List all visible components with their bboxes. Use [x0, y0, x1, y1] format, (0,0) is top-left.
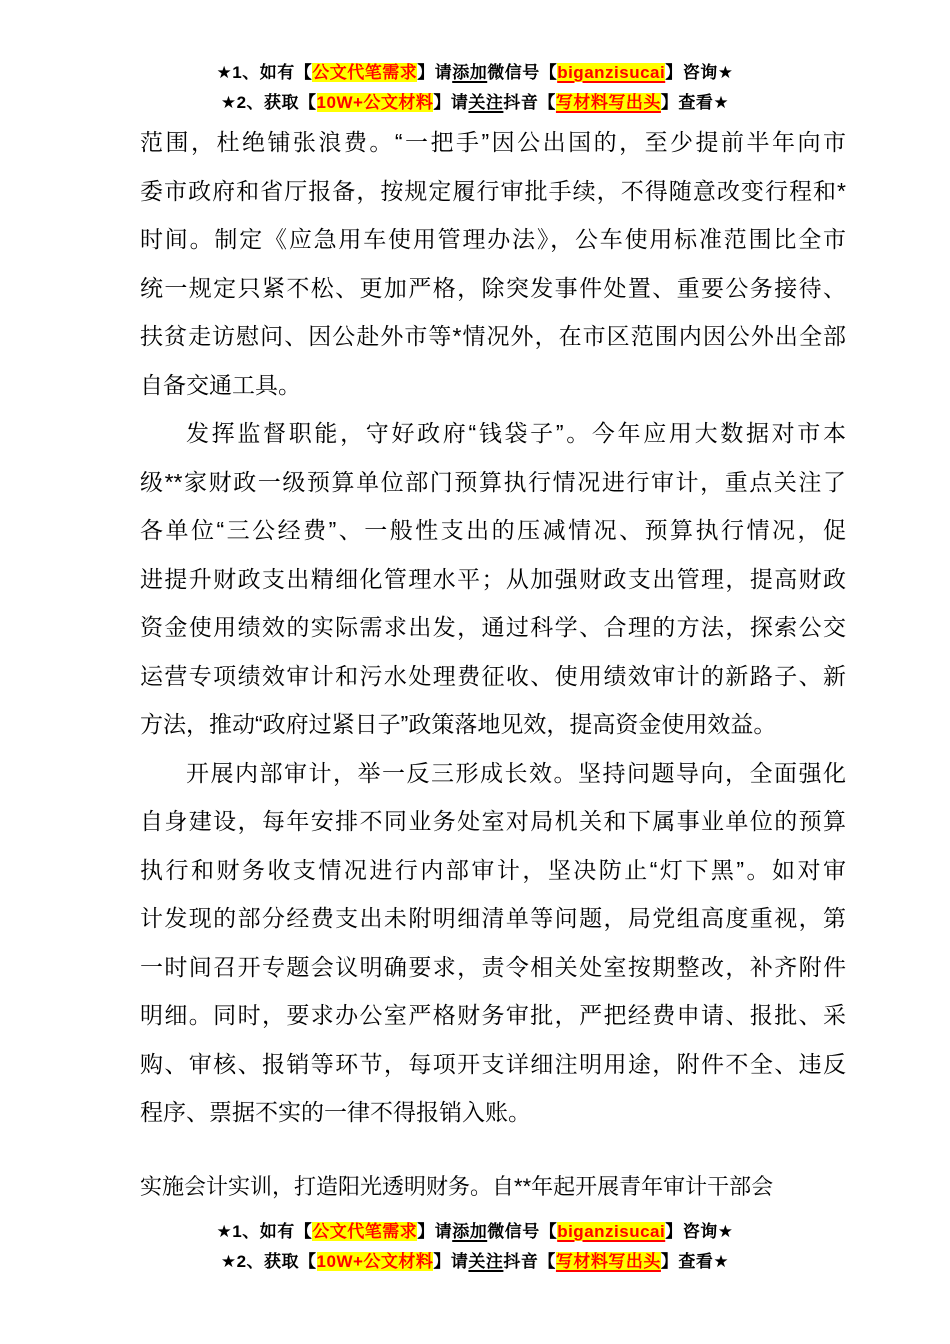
- text-line: 计发现的部分经费支出未附明细清单等问题，局党组高度重视，第: [140, 905, 846, 931]
- document-body: [140, 118, 846, 1211]
- banner-text: 】咨询★: [665, 1222, 734, 1241]
- text-line: 实施会计实训，打造阳光透明财务。自**年起开展青年审计干部会: [140, 1173, 774, 1199]
- text-line: 级**家财政一级预算单位部门预算执行情况进行审计，重点关注了: [140, 468, 846, 495]
- banner-text: 】查看★: [660, 93, 730, 112]
- banner-text: 】请: [433, 93, 469, 112]
- banner-line: [0, 1247, 950, 1277]
- highlighted-material-keyword: 10W+公文材料: [316, 93, 434, 112]
- banner-line: [0, 1217, 950, 1247]
- banner-text: 微信号【: [487, 63, 558, 82]
- paragraph: [140, 409, 846, 749]
- text-line: 委市政府和省厅报备，按规定履行审批手续，不得随意改变行程和*: [140, 177, 846, 204]
- text-line: 各单位“三公经费”、一般性支出的压减情况、预算执行情况，促: [140, 517, 846, 543]
- text-line: 资金使用绩效的实际需求出发，通过科学、合理的方法，探索公交: [140, 614, 846, 640]
- text-line: 统一规定只紧不松、更加严格，除突发事件处置、重要公务接待、: [140, 274, 846, 301]
- text-line: 程序、票据不实的一律不得报销入账。: [140, 1099, 531, 1125]
- text-line: 自身建设，每年安排不同业务处室对局机关和下属事业单位的预算: [140, 808, 846, 834]
- highlighted-service-keyword: 公文代笔需求: [312, 63, 418, 82]
- banner-text: 抖音【: [503, 1252, 556, 1271]
- text-line: 自备交通工具。: [140, 371, 301, 398]
- banner-line: [0, 88, 950, 118]
- text-line: 运营专项绩效审计和污水处理费征收、使用绩效审计的新路子、新: [140, 662, 846, 689]
- douyin-account: 写材料写出头: [555, 93, 661, 112]
- paragraph: [140, 1163, 846, 1212]
- douyin-account: 写材料写出头: [555, 1252, 661, 1271]
- banner-text: ★2、获取【: [220, 1252, 317, 1271]
- banner-text: 微信号【: [487, 1222, 558, 1241]
- highlighted-service-keyword: 公文代笔需求: [312, 1222, 418, 1241]
- paragraph: [140, 118, 846, 409]
- banner-text: ★1、如有【: [216, 1222, 313, 1241]
- top-promo-banner: [0, 58, 950, 118]
- banner-text: ★2、获取【: [220, 93, 317, 112]
- banner-text: 】请: [417, 1222, 453, 1241]
- highlighted-material-keyword: 10W+公文材料: [316, 1252, 434, 1271]
- text-line: 购、审核、报销等环节，每项开支详细注明用途，附件不全、违反: [140, 1050, 846, 1077]
- underlined-action-follow: 关注: [468, 1252, 504, 1271]
- wechat-id: biganzisucai: [557, 63, 666, 82]
- banner-line: [0, 58, 950, 88]
- underlined-action-add: 添加: [452, 63, 488, 82]
- paragraph: [140, 749, 846, 1137]
- text-line: 方法，推动“政府过紧日子”政策落地见效，提高资金使用效益。: [140, 711, 777, 737]
- text-line: 时间。制定《应急用车使用管理办法》，公车使用标准范围比全市: [140, 226, 846, 252]
- text-line: 明细。同时，要求办公室严格财务审批，严把经费申请、报批、采: [140, 1002, 846, 1028]
- text-line: 扶贫走访慰问、因公赴外市等*情况外，在市区范围内因公外出全部: [140, 323, 846, 349]
- underlined-action-follow: 关注: [468, 93, 504, 112]
- banner-text: 抖音【: [503, 93, 556, 112]
- banner-text: 】咨询★: [665, 63, 734, 82]
- underlined-action-add: 添加: [452, 1222, 488, 1241]
- text-line: 进提升财政支出精细化管理水平；从加强财政支出管理，提高财政: [140, 565, 846, 592]
- text-line: 范围，杜绝铺张浪费。“一把手”因公出国的，至少提前半年向市: [140, 129, 846, 155]
- text-line: 一时间召开专题会议明确要求，责令相关处室按期整改，补齐附件: [140, 953, 846, 980]
- wechat-id: biganzisucai: [557, 1222, 666, 1241]
- banner-text: 】请: [417, 63, 453, 82]
- text-line: 开展内部审计，举一反三形成长效。坚持问题导向，全面强化: [186, 759, 846, 786]
- banner-text: 】查看★: [660, 1252, 730, 1271]
- banner-text: ★1、如有【: [216, 63, 313, 82]
- banner-text: 】请: [433, 1252, 469, 1271]
- text-line: 执行和财务收支情况进行内部审计，坚决防止“灯下黑”。如对审: [140, 856, 846, 883]
- bottom-promo-banner: [0, 1217, 950, 1277]
- text-line: 发挥监督职能，守好政府“钱袋子”。今年应用大数据对市本: [186, 420, 846, 446]
